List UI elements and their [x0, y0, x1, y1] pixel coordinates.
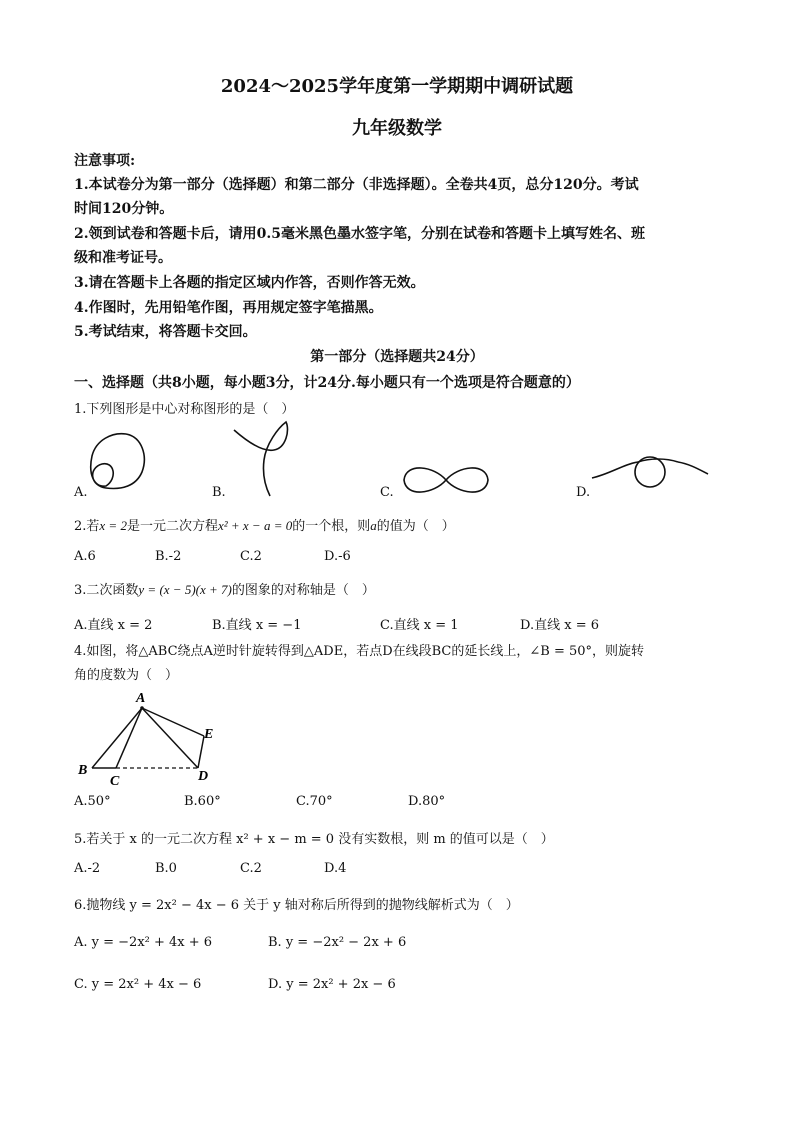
- q3-post: 的图象的对称轴是（ ）: [231, 583, 375, 598]
- q5-option-b: B.0: [155, 861, 177, 876]
- q4-point-d: D: [198, 769, 209, 784]
- q5-option-a: A.-2: [74, 861, 101, 876]
- q4-point-b: B: [78, 763, 88, 778]
- q6-option-d: D. y = 2x² + 2x − 6: [268, 977, 396, 992]
- q2-option-d: D.-6: [324, 549, 351, 564]
- q6-option-c: C. y = 2x² + 4x − 6: [74, 977, 202, 992]
- q4-line-1: 4.如图，将△ABC绕点A逆时针旋转得到△ADE，若点D在线段BC的延长线上，∠B = 50°，则旋转: [74, 644, 645, 659]
- q2-post: 的一个根，则: [292, 519, 371, 534]
- q4-point-c: C: [110, 774, 120, 789]
- q5-option-c: C.2: [240, 861, 262, 876]
- notice-line-6: 4.作图时，先用铅笔作图，再用规定签字笔描黑。: [74, 300, 383, 316]
- q6-stem: 6.抛物线 y = 2x² − 4x − 6 关于 y 轴对称后所得到的抛物线解析式为（ ）: [74, 898, 519, 913]
- q2-eq2: x² + x − a = 0: [217, 518, 293, 533]
- q2-option-a: A.6: [74, 549, 96, 564]
- notice-line-5: 3.请在答题卡上各题的指定区域内作答，否则作答无效。: [74, 275, 425, 291]
- q2-stem: [74, 515, 455, 534]
- q5-option-d: D.4: [324, 861, 347, 876]
- q1-option-d: D.: [576, 485, 591, 500]
- q4-point-e: E: [204, 727, 214, 742]
- q4-option-a: A.50°: [74, 794, 111, 809]
- q4-option-b: B.60°: [184, 794, 221, 809]
- q2-option-c: C.2: [240, 549, 262, 564]
- q6-option-b: B. y = −2x² − 2x + 6: [268, 935, 407, 950]
- q1-figure-a: [84, 428, 154, 500]
- notice-line-3: 2.领到试卷和答题卡后，请用0.5毫米黑色墨水签字笔，分别在试卷和答题卡上填写姓名、班: [74, 226, 645, 242]
- q3-option-c: C.直线 x = 1: [380, 618, 459, 633]
- q4-point-a: A: [136, 691, 146, 706]
- q3-eq: y = (x − 5)(x + 7): [138, 582, 232, 597]
- q3-option-b: B.直线 x = −1: [212, 618, 302, 633]
- q1-figure-c: [400, 460, 492, 500]
- exam-subtitle: 九年级数学: [352, 118, 442, 139]
- section-title: 一、选择题（共8小题，每小题3分，计24分.每小题只有一个选项是符合题意的）: [74, 375, 580, 391]
- notice-line-2: 时间120分钟。: [74, 201, 174, 217]
- exam-title: 2024～2025学年度第一学期期中调研试题: [220, 76, 574, 97]
- q4-option-d: D.80°: [408, 794, 446, 809]
- q1-option-c: C.: [380, 485, 394, 500]
- notice-line-4: 级和准考证号。: [74, 250, 172, 266]
- q3-option-d: D.直线 x = 6: [520, 618, 599, 633]
- q1-option-a: A.: [74, 485, 88, 500]
- q5-stem: 5.若关于 x 的一元二次方程 x² + x − m = 0 没有实数根，则 m 的值可以是（ ）: [74, 832, 554, 847]
- q1-figure-d: [590, 454, 710, 494]
- q2-pre: 2.若: [74, 519, 100, 534]
- q2-option-b: B.-2: [155, 549, 182, 564]
- notice-heading: 注意事项:: [74, 153, 136, 169]
- notice-line-7: 5.考试结束，将答题卡交回。: [74, 324, 257, 340]
- q1-figure-b: [230, 420, 300, 500]
- q2-end: 的值为（ ）: [376, 519, 455, 534]
- q4-option-c: C.70°: [296, 794, 333, 809]
- q3-option-a: A.直线 x = 2: [74, 618, 153, 633]
- q1-stem: 1.下列图形是中心对称图形的是（ ）: [74, 402, 295, 417]
- q4-line-2: 角的度数为（ ）: [74, 668, 179, 683]
- q2-mid: 是一元二次方程: [126, 519, 218, 534]
- q2-var: a: [370, 518, 377, 533]
- q4-triangle-figure: [74, 688, 224, 788]
- part1-title: 第一部分（选择题共24分）: [310, 349, 484, 365]
- q3-stem: [74, 579, 375, 598]
- q3-pre: 3.二次函数: [74, 583, 139, 598]
- q6-option-a: A. y = −2x² + 4x + 6: [74, 935, 213, 950]
- q1-option-b: B.: [212, 485, 226, 500]
- q2-eq1: x = 2: [99, 518, 127, 533]
- notice-line-1: 1.本试卷分为第一部分（选择题）和第二部分（非选择题）。全卷共4页，总分120分。考试: [74, 177, 639, 193]
